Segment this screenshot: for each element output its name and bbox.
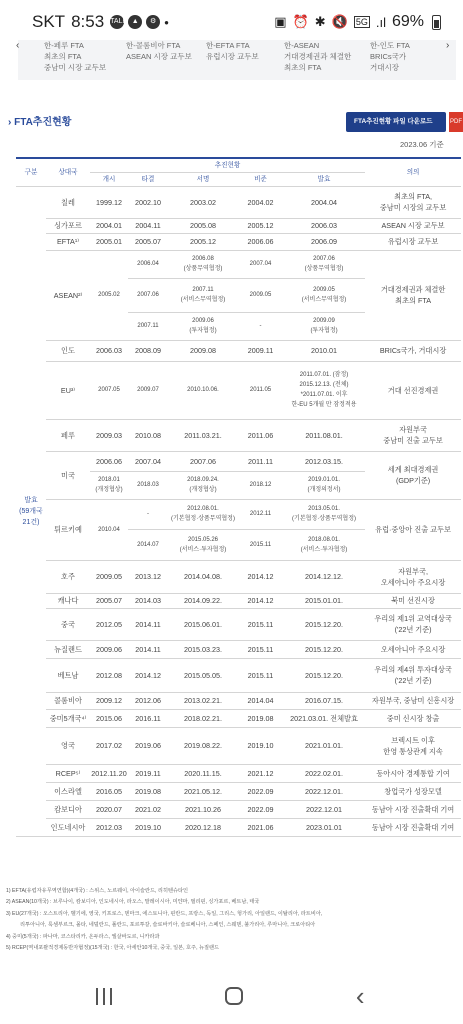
effective-cell: 2004.04 [283,186,365,218]
conclusion-cell: 2009.07 [128,361,168,419]
header-launch: 개시 [90,172,128,186]
header-significance: 의의 [365,158,461,186]
pdf-icon[interactable]: PDF [449,112,463,132]
signing-cell: 2007.11 (서비스무역협정) [168,278,238,312]
settings-icon: ⚙ [146,15,160,29]
carrier-label: SKT [32,12,66,31]
signing-cell: 2014.09.22. [168,593,238,608]
status-left [32,12,169,32]
partner-cell: 싱가포르 [46,218,90,233]
signing-cell: 2018.09.24. (개정협상) [168,471,238,499]
header-signing: 서명 [168,172,238,186]
partner-cell: EU³⁾ [46,361,90,419]
partner-cell: 이스라엘 [46,782,90,800]
effective-cell: 2007.06 (상품무역협정) [283,250,365,278]
effective-cell: 2016.07.15. [283,692,365,709]
footnote: 4) 중미(5개국) : 파나마, 코스타리카, 온두라스, 엘살바도르, 니카라과 [6,933,160,940]
notification-icons [110,15,169,29]
header-ratification: 비준 [238,172,283,186]
download-button[interactable]: FTA추진현황 파일 다운로드 [346,112,446,132]
header-progress: 추진현황 [90,158,365,172]
conclusion-cell: 2005.07 [128,233,168,250]
signing-cell: 2005.12 [168,233,238,250]
ratification-cell: 2014.12 [238,593,283,608]
partner-cell: 중국 [46,608,90,640]
table-row [16,658,461,692]
footnote: 리투아니아, 룩셈부르크, 몰타, 네덜란드, 폴란드, 포르투갈, 슬로바키아, 슬로베니아, 스페인, 스웨덴, 불가리아, 루마니아, 크로아티아 [20,922,316,929]
ratification-cell: 2011.05 [238,361,283,419]
table-row [16,233,461,250]
ratification-cell: 2021.06 [238,818,283,836]
footnote: 5) RCEP(역내포괄적경제동반자협정)(15개국) : 한국, 아세안10개국, 중국, 일본, 호주, 뉴질랜드 [6,945,219,952]
ratification-cell: 2006.06 [238,233,283,250]
footnote: 1) EFTA(유럽자유무역연합)(4개국) : 스위스, 노르웨이, 아이슬란드, 리히텐슈타인 [6,888,189,894]
significance-cell: 중미 신시장 창출 [365,709,461,727]
back-icon[interactable]: ‹ [355,981,365,1011]
signing-cell: 2009.08 [168,340,238,361]
conclusion-cell: 2019.10 [128,818,168,836]
carousel-item-peru[interactable] [44,40,106,73]
mute-icon: 🔇 [331,14,348,29]
ratification-cell: 2015.11 [238,608,283,640]
ratification-cell: 2015.11 [238,658,283,692]
launch-cell: 2005.01 [90,233,128,250]
conclusion-cell: 2019.08 [128,782,168,800]
effective-cell: 2022.02.01. [283,764,365,782]
signing-cell: 2015.03.23. [168,640,238,658]
carousel-next-icon[interactable]: › [446,40,450,51]
effective-cell: 2018.08.01. (서비스·투자협정) [283,529,365,560]
ratification-cell: 2014.12 [238,560,283,593]
signing-cell: 2009.06 (투자협정) [168,312,238,340]
carousel-prev-icon[interactable]: ‹ [16,40,20,51]
partner-cell: ASEAN²⁾ [46,250,90,340]
effective-cell: 2014.12.12. [283,560,365,593]
effective-cell: 2022.12.01. [283,782,365,800]
carousel-item-desc: ASEAN 시장 교두보 [126,52,192,61]
carousel-item-title: 한-페루 FTA [44,41,84,50]
table-row [16,218,461,233]
signing-cell: 2005.08 [168,218,238,233]
table-row [16,782,461,800]
ratification-cell: 2022.09 [238,782,283,800]
fta-status-table [16,157,461,837]
ratification-cell: - [238,312,283,340]
effective-cell: 2015.12.20. [283,608,365,640]
significance-cell: 북미 선진시장 [365,593,461,608]
signing-cell: 2015.06.01. [168,608,238,640]
partner-cell: 뉴질랜드 [46,640,90,658]
carousel-item-title: 한-ASEAN [284,41,320,50]
launch-cell: 2010.04 [90,499,128,560]
carousel-item-desc: BRICs국가 [370,52,407,61]
significance-cell: 세계 최대경제권 (GDP기준) [365,451,461,499]
ratification-cell: 2009.05 [238,278,283,312]
significance-cell: 유럽·중앙아 진출 교두보 [365,499,461,560]
section-title: › FTA추진현황 [8,117,72,128]
ratification-cell: 2019.10 [238,727,283,764]
launch-cell: 2005.02 [90,250,128,340]
launch-cell: 2009.06 [90,640,128,658]
effective-cell: 2015.12.20. [283,658,365,692]
partner-cell: EFTA¹⁾ [46,233,90,250]
ratification-cell: 2005.12 [238,218,283,233]
conclusion-cell: 2012.06 [128,692,168,709]
effective-cell: 2021.03.01. 전체발효 [283,709,365,727]
conclusion-cell: 2014.07 [128,529,168,560]
signing-cell: 2021.05.12. [168,782,238,800]
launch-cell: 2009.03 [90,419,128,451]
partner-cell: 베트남 [46,658,90,692]
signing-cell: 2012.08.01. (기본협정·상품무역협정) [168,499,238,529]
carousel-item-title: 한-콜롬비아 FTA [126,41,181,50]
ratification-cell: 2011.06 [238,419,283,451]
significance-cell: 유럽시장 교두보 [365,233,461,250]
significance-cell: ASEAN 시장 교두보 [365,218,461,233]
launch-cell: 2015.06 [90,709,128,727]
alert-icon: ▲ [128,15,142,29]
partner-cell: RCEP⁵⁾ [46,764,90,782]
partner-cell: 중미5개국⁴⁾ [46,709,90,727]
effective-cell: 2023.01.01 [283,818,365,836]
footnotes [6,886,458,954]
table-row [16,361,461,419]
launch-cell: 2006.06 [90,451,128,471]
signing-cell: 2015.05.05. [168,658,238,692]
android-nav-bar [0,968,461,1024]
signing-cell: 2021.10.26 [168,800,238,818]
table-row [16,451,461,471]
fta-carousel[interactable] [18,40,456,80]
table-row [16,800,461,818]
signing-cell: 2015.05.26 (서비스·투자협정) [168,529,238,560]
launch-cell: 2004.01 [90,218,128,233]
ratification-cell: 2019.08 [238,709,283,727]
photo-icon: ▣ [274,14,287,29]
signing-cell: 2013.02.21. [168,692,238,709]
significance-cell: 자원부국, 중남미 신흥시장 [365,692,461,709]
group-label-cell: 발효 (59개국 21건) [16,186,46,836]
significance-cell: 최초의 FTA, 중남미 시장의 교두보 [365,186,461,218]
table-row [16,250,461,278]
significance-cell: 자원부국, 오세아니아 주요시장 [365,560,461,593]
significance-cell: 동남아 시장 진출확대 기여 [365,818,461,836]
launch-cell: 2009.05 [90,560,128,593]
header-partner: 상대국 [46,158,90,186]
launch-cell: 2018.01 (개정협상) [90,471,128,499]
reference-date: 2023.06 기준 [400,140,444,149]
signal-icon: .ıl [375,14,386,30]
significance-cell: 우리의 제1위 교역대상국 ('22년 기준) [365,608,461,640]
launch-cell: 2009.12 [90,692,128,709]
header-category: 구분 [16,158,46,186]
partner-cell: 칠레 [46,186,90,218]
conclusion-cell: 2016.11 [128,709,168,727]
table-row [16,560,461,593]
battery-icon [432,15,441,30]
conclusion-cell: 2006.04 [128,250,168,278]
effective-cell: 2013.05.01. (기본협정·상품무역협정) [283,499,365,529]
signing-cell: 2014.04.08. [168,560,238,593]
conclusion-cell: - [128,499,168,529]
effective-cell: 2015.01.01. [283,593,365,608]
signing-cell: 2020.12.18 [168,818,238,836]
conclusion-cell: 2014.11 [128,640,168,658]
effective-cell: 2006.03 [283,218,365,233]
significance-cell: 브렉시트 이후 한영 통상관계 지속 [365,727,461,764]
table-row [16,764,461,782]
significance-cell: 거대경제권과 체결한 최초의 FTA [365,250,461,340]
signing-cell: 2006.08 (상품무역협정) [168,250,238,278]
effective-cell: 2021.01.01. [283,727,365,764]
ratification-cell: 2014.04 [238,692,283,709]
dot-icon: ● [164,17,169,27]
launch-cell: 2006.03 [90,340,128,361]
conclusion-cell: 2007.04 [128,451,168,471]
table-row [16,640,461,658]
bluetooth-icon: ✱ [314,14,326,29]
conclusion-cell: 2010.08 [128,419,168,451]
carousel-item-asean[interactable] [284,40,351,73]
signing-cell: 2018.02.21. [168,709,238,727]
effective-cell: 2015.12.20. [283,640,365,658]
conclusion-cell: 2014.11 [128,608,168,640]
launch-cell: 2012.05 [90,608,128,640]
partner-cell: 튀르키예 [46,499,90,560]
home-icon[interactable] [225,987,243,1005]
effective-cell: 2009.05 (서비스무역협정) [283,278,365,312]
partner-cell: 인도 [46,340,90,361]
table-row [16,818,461,836]
signing-cell: 2020.11.15. [168,764,238,782]
carousel-item-desc: 최초의 FTA [284,63,322,72]
ratification-cell: 2012.11 [238,499,283,529]
section-title-text: FTA추진현황 [14,117,72,128]
conclusion-cell: 2002.10 [128,186,168,218]
launch-cell: 2007.05 [90,361,128,419]
signing-cell: 2011.03.21. [168,419,238,451]
conclusion-cell: 2019.11 [128,764,168,782]
recent-apps-icon[interactable] [96,988,112,1005]
carousel-item-title: 한-인도 FTA [370,41,410,50]
status-right [274,13,441,31]
network-label: 5G [355,17,368,27]
carousel-item-desc: 거대경제권과 체결한 [284,52,352,61]
carousel-item-india[interactable] [370,40,410,73]
table-row [16,186,461,218]
ratification-cell: 2021.12 [238,764,283,782]
header-effective: 발효 [283,172,365,186]
carousel-item-desc: 최초의 FTA [44,52,82,61]
ratification-cell: 2018.12 [238,471,283,499]
effective-cell: 2010.01 [283,340,365,361]
effective-cell: 2022.12.01 [283,800,365,818]
launch-cell: 1999.12 [90,186,128,218]
conclusion-cell: 2014.03 [128,593,168,608]
carousel-item-desc: 중남미 시장 교두보 [44,63,107,72]
significance-cell: 오세아니아 주요시장 [365,640,461,658]
ratification-cell: 2011.11 [238,451,283,471]
partner-cell: 페루 [46,419,90,451]
launch-cell: 2012.03 [90,818,128,836]
launch-cell: 2020.07 [90,800,128,818]
effective-cell: 2019.01.01. (개정의정서) [283,471,365,499]
significance-cell: 동남아 시장 진출확대 기여 [365,800,461,818]
footnote: 3) EU(27개국) : 오스트리아, 벨기에, 영국, 키프로스, 덴마크, 에스토니아, 핀란드, 프랑스, 독일, 그리스, 헝가리, 아일랜드, 이탈리아, 라트비아, [6,910,323,917]
effective-cell: 2009.09 (투자협정) [283,312,365,340]
conclusion-cell: 2013.12 [128,560,168,593]
table-row [16,709,461,727]
conclusion-cell: 2004.11 [128,218,168,233]
signing-cell: 2003.02 [168,186,238,218]
table-row [16,419,461,451]
conclusion-cell: 2018.03 [128,471,168,499]
signing-cell: 2010.10.06. [168,361,238,419]
conclusion-cell: 2014.12 [128,658,168,692]
partner-cell: 호주 [46,560,90,593]
carousel-item-desc: 유럽시장 교두보 [206,52,259,61]
significance-cell: 거대 선진경제권 [365,361,461,419]
conclusion-cell: 2007.06 [128,278,168,312]
table-row [16,499,461,529]
effective-cell: 2012.03.15. [283,451,365,471]
header-conclusion: 타결 [128,172,168,186]
partner-cell: 미국 [46,451,90,499]
ratification-cell: 2004.02 [238,186,283,218]
ratification-cell: 2015.11 [238,529,283,560]
significance-cell: 동아시아 경제통합 기여 [365,764,461,782]
conclusion-cell: 2008.09 [128,340,168,361]
signing-cell: 2019.08.22. [168,727,238,764]
battery-label: 69% [391,13,424,30]
table-row [16,593,461,608]
signing-cell: 2007.06 [168,451,238,471]
significance-cell: BRICs국가, 거대시장 [365,340,461,361]
ratification-cell: 2022.09 [238,800,283,818]
partner-cell: 영국 [46,727,90,764]
conclusion-cell: 2007.11 [128,312,168,340]
launch-cell: 2005.07 [90,593,128,608]
partner-cell: 캐나다 [46,593,90,608]
effective-cell: 2006.09 [283,233,365,250]
carousel-item-colombia[interactable] [126,40,192,62]
ratification-cell: 2009.11 [238,340,283,361]
conclusion-cell: 2019.06 [128,727,168,764]
status-bar [0,0,461,44]
table-row [16,608,461,640]
effective-cell: 2011.07.01. (잠정) 2015.12.13. (전체) *2011.07.01. 이후 한-EU 5개월 만 잠정적용 [283,361,365,419]
footnote: 2) ASEAN(10개국) : 브루나이, 캄보디아, 인도네시아, 라오스, 말레이시아, 미얀마, 필리핀, 싱가포르, 베트남, 태국 [6,899,260,906]
table-row [16,340,461,361]
launch-cell: 2016.05 [90,782,128,800]
table-row [16,692,461,709]
conclusion-cell: 2021.02 [128,800,168,818]
partner-cell: 인도네시아 [46,818,90,836]
clock: 8:53 [71,12,105,31]
carousel-item-desc: 거대시장 [370,63,399,72]
partner-cell: 캄보디아 [46,800,90,818]
launch-cell: 2012.11.20 [90,764,128,782]
effective-cell: 2011.08.01. [283,419,365,451]
carousel-item-efta[interactable] [206,40,259,62]
table-row [16,727,461,764]
partner-cell: 콜롬비아 [46,692,90,709]
significance-cell: 우리의 제4위 투자대상국 ('22년 기준) [365,658,461,692]
significance-cell: 창업국가 성장모델 [365,782,461,800]
ratification-cell: 2015.11 [238,640,283,658]
carousel-item-title: 한-EFTA FTA [206,41,250,50]
alarm-icon: ⏰ [292,14,309,29]
launch-cell: 2017.02 [90,727,128,764]
ratification-cell: 2007.04 [238,250,283,278]
talk-icon: TALK [110,15,124,29]
launch-cell: 2012.08 [90,658,128,692]
significance-cell: 자원부국 중남미 진출 교두보 [365,419,461,451]
